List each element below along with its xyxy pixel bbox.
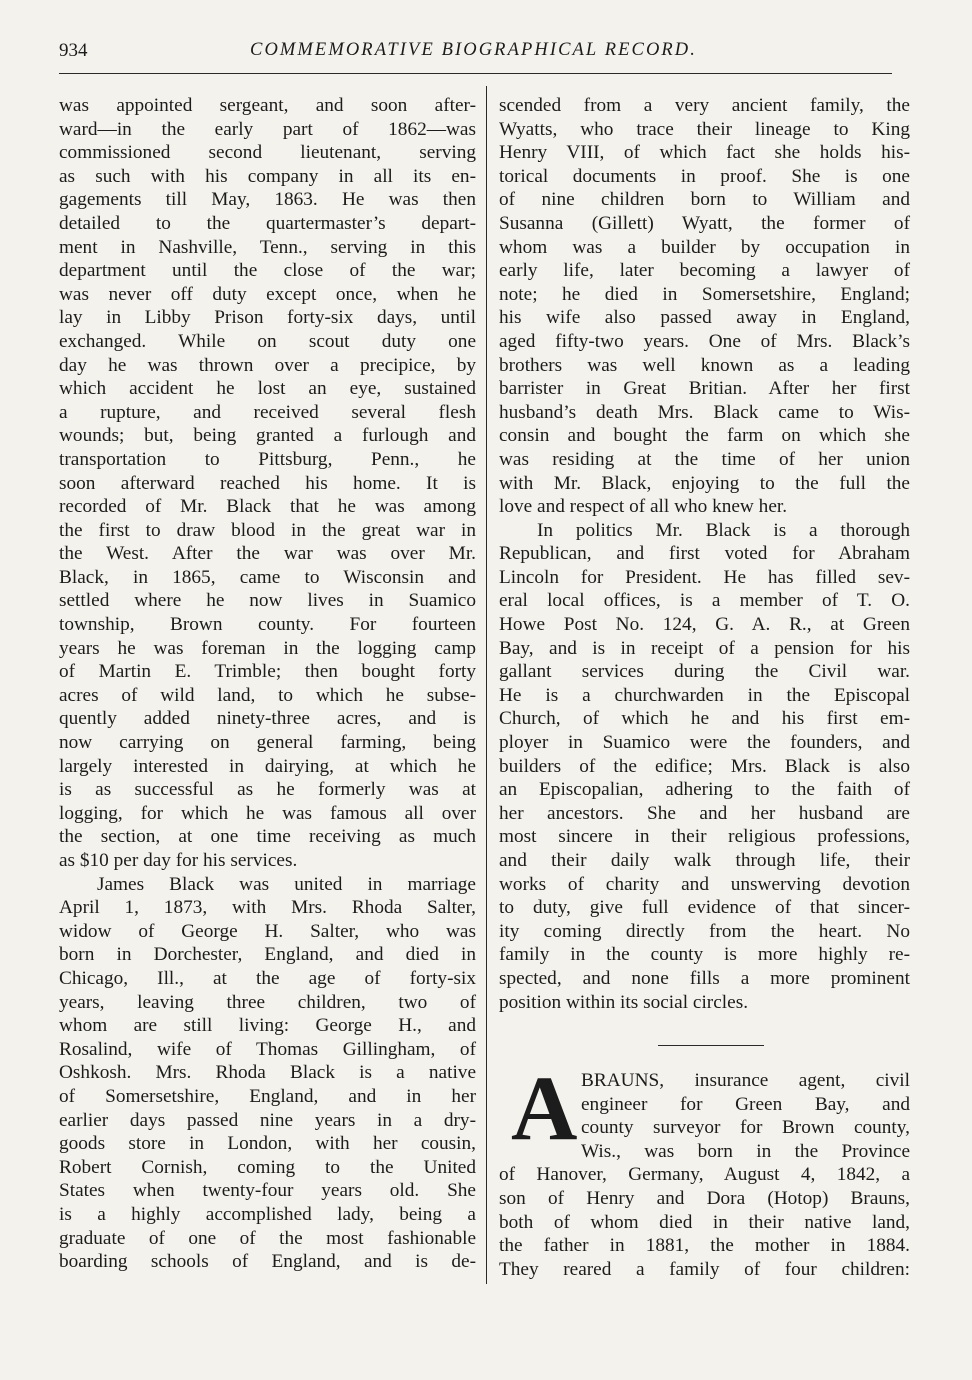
text-line: whom are still living: George H., and xyxy=(59,1015,476,1037)
text-line: position within its social circles. xyxy=(499,991,749,1013)
text-line: torical documents in proof. She is one xyxy=(499,165,910,187)
text-line: gagements till May, 1863. He was then xyxy=(59,189,476,211)
text-line: now carrying on general farming, being xyxy=(59,732,476,754)
text-line: son of Henry and Dora (Hotop) Brauns, xyxy=(499,1187,910,1209)
text-line: lay in Libby Prison forty-six days, until xyxy=(59,307,476,329)
text-line: Church, of which he and his first em- xyxy=(499,708,910,730)
text-line: Republican, and first voted for Abraham xyxy=(499,543,910,565)
text-line: exchanged. While on scout duty one xyxy=(59,330,476,352)
text-line: his wife also passed away in England, xyxy=(499,307,910,329)
text-line: ity coming directly from the heart. No xyxy=(499,920,910,942)
text-line: Wis., was born in the Province xyxy=(581,1140,910,1162)
text-line: Henry VIII, of which fact she holds his- xyxy=(499,142,910,164)
text-line: as $10 per day for his services. xyxy=(59,850,298,871)
text-line: of nine children born to William and xyxy=(499,189,910,211)
text-line: widow of George H. Salter, who was xyxy=(59,920,476,942)
text-line: scended from a very ancient family, the xyxy=(499,95,910,116)
text-line: is a highly accomplished lady, being a xyxy=(59,1203,476,1225)
text-line: quently added ninety-three acres, and is xyxy=(59,708,476,730)
running-head: COMMEMORATIVE BIOGRAPHICAL RECORD. xyxy=(250,40,697,60)
text-line: with Mr. Black, enjoying to the full the xyxy=(499,472,910,494)
text-line: is as successful as he formerly was at xyxy=(59,779,476,801)
text-line: township, Brown county. For fourteen xyxy=(59,614,476,636)
drop-cap: A xyxy=(511,1057,578,1159)
text-line: note; he died in Somersetshire, England; xyxy=(499,283,910,305)
text-line: of Martin E. Trimble; then bought forty xyxy=(59,661,476,683)
text-line: transportation to Pittsburg, Penn., he xyxy=(59,448,476,470)
section-separator-rule xyxy=(658,1045,764,1046)
text-line: gallant services during the Civil war. xyxy=(499,661,910,683)
text-line: Oshkosh. Mrs. Rhoda Black is a native xyxy=(59,1062,476,1084)
text-line: They reared a family of four children: xyxy=(499,1258,910,1280)
text-line: was appointed sergeant, and soon after- xyxy=(59,95,476,116)
text-line: of Somersetshire, England, and in her xyxy=(59,1085,476,1107)
right-column xyxy=(499,94,910,1014)
text-line: Lincoln for President. He has filled sev- xyxy=(499,566,910,588)
text-line: the West. After the war was over Mr. xyxy=(59,543,476,565)
text-line: eral local offices, is a member of T. O. xyxy=(499,590,910,612)
left-column xyxy=(59,94,476,1274)
text-line: works of charity and unswerving devotion xyxy=(499,873,910,895)
text-line: her ancestors. She and her husband are xyxy=(499,802,910,824)
text-line: aged fifty-two years. One of Mrs. Black’s xyxy=(499,330,910,352)
text-line: settled where he now lives in Suamico xyxy=(59,590,476,612)
text-line: Rosalind, wife of Thomas Gillingham, of xyxy=(59,1038,476,1060)
text-line: acres of wild land, to which he subse- xyxy=(59,684,476,706)
text-line: spected, and none fills a more prominent xyxy=(499,967,910,989)
brauns-biography xyxy=(499,1069,910,1281)
paragraph-start-line: James Black was united in marriage xyxy=(97,873,476,895)
text-line: ployer in Suamico were the founders, and xyxy=(499,732,910,754)
text-line: was residing at the time of her union xyxy=(499,448,910,470)
text-line: logging, for which he was famous all over xyxy=(59,802,476,824)
page-number: 934 xyxy=(59,40,88,61)
text-line: soon afterward reached his home. It is xyxy=(59,472,476,494)
text-line: a rupture, and received several flesh xyxy=(59,401,476,423)
text-line: Black, in 1865, came to Wisconsin and xyxy=(59,566,476,588)
text-line: the father in 1881, the mother in 1884. xyxy=(499,1235,910,1257)
text-line: husband’s death Mrs. Black came to Wis- xyxy=(499,401,910,423)
text-line: an Episcopalian, adhering to the faith of xyxy=(499,779,910,801)
text-line: Robert Cornish, coming to the United xyxy=(59,1156,476,1178)
text-line: born in Dorchester, England, and died in xyxy=(59,944,476,966)
text-line: wounds; but, being granted a furlough and xyxy=(59,425,476,447)
text-line: which accident he lost an eye, sustained xyxy=(59,378,476,400)
text-line: Bay, and is in receipt of a pension for his xyxy=(499,637,910,659)
text-line: family in the county is more highly re- xyxy=(499,944,910,966)
text-line: whom was a builder by occupation in xyxy=(499,236,910,258)
text-line: commissioned second lieutenant, serving xyxy=(59,142,476,164)
text-line: Chicago, Ill., at the age of forty-six xyxy=(59,967,476,989)
text-line: Susanna (Gillett) Wyatt, the former of xyxy=(499,212,910,234)
text-line: and their daily walk through life, their xyxy=(499,850,910,871)
text-line: to duty, give full evidence of that sincer- xyxy=(499,897,910,919)
text-line: States when twenty-four years old. She xyxy=(59,1180,476,1202)
text-line: the first to draw blood in the great war in xyxy=(59,519,476,541)
header-rule xyxy=(59,73,892,74)
text-line: most sincere in their religious professions, xyxy=(499,826,910,848)
text-line: ment in Nashville, Tenn., serving in this xyxy=(59,236,476,258)
text-line: brothers was well known as a leading xyxy=(499,354,910,376)
text-line: department until the close of the war; xyxy=(59,260,476,282)
paragraph-start-line: In politics Mr. Black is a thorough xyxy=(537,519,910,541)
text-line: as such with his company in all its en- xyxy=(59,165,476,187)
text-line: day he was thrown over a precipice, by xyxy=(59,354,476,376)
text-line: graduate of one of the most fashionable xyxy=(59,1227,476,1249)
column-divider xyxy=(486,86,487,1284)
text-line: recorded of Mr. Black that he was among xyxy=(59,496,476,518)
text-line: years he was foreman in the logging camp xyxy=(59,637,476,659)
text-line: Howe Post No. 124, G. A. R., at Green xyxy=(499,614,910,636)
text-line: He is a churchwarden in the Episcopal xyxy=(499,684,910,706)
text-line: engineer for Green Bay, and xyxy=(581,1093,910,1115)
text-line: of Hanover, Germany, August 4, 1842, a xyxy=(499,1164,910,1186)
text-line: was never off duty except once, when he xyxy=(59,283,476,305)
text-line: April 1, 1873, with Mrs. Rhoda Salter, xyxy=(59,897,476,919)
text-line: detailed to the quartermaster’s depart- xyxy=(59,212,476,234)
text-line: builders of the edifice; Mrs. Black is also xyxy=(499,755,910,777)
text-line: Wyatts, who trace their lineage to King xyxy=(499,118,910,140)
text-line: boarding schools of England, and is de- xyxy=(59,1251,476,1273)
text-line: county surveyor for Brown county, xyxy=(581,1117,910,1139)
text-line: ward—in the early part of 1862—was xyxy=(59,118,476,140)
text-line: early life, later becoming a lawyer of xyxy=(499,260,910,282)
text-line: barrister in Great Britian. After her first xyxy=(499,378,910,400)
text-line: both of whom died in their native land, xyxy=(499,1211,910,1233)
text-line: years, leaving three children, two of xyxy=(59,991,476,1013)
text-line: the section, at one time receiving as much xyxy=(59,826,476,848)
text-line: goods store in London, with her cousin, xyxy=(59,1133,476,1155)
text-line: BRAUNS, insurance agent, civil xyxy=(581,1070,910,1091)
text-line: largely interested in dairying, at which he xyxy=(59,755,476,777)
text-line: love and respect of all who knew her. xyxy=(499,496,788,518)
text-line: consin and bought the farm on which she xyxy=(499,425,910,447)
text-line: earlier days passed nine years in a dry- xyxy=(59,1109,476,1131)
